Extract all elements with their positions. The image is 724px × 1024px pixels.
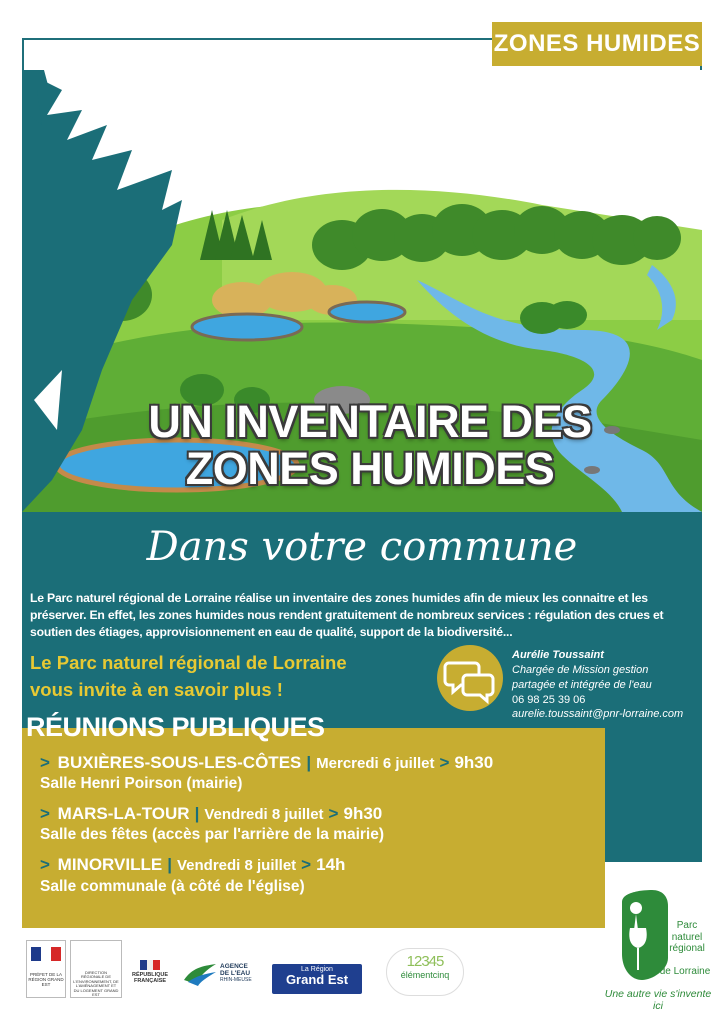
title-line-1: UN INVENTAIRE DES (148, 396, 592, 447)
meeting-item (22, 803, 605, 845)
chevron-right-icon: > (439, 753, 450, 772)
meeting-place: MARS-LA-TOUR (57, 804, 190, 824)
pnr-line-2: naturel (671, 931, 703, 943)
intro-paragraph: Le Parc naturel régional de Lorraine réalise un inventaire des zones humides afin de mieux les connaitre et les préserver. En effet, les zones humides nous rendent gratuitement de nombreux services : régulation des crues et soutien des étiages, approvisionnement en eau de qualité, support de la biodiversité... (30, 591, 664, 639)
water-drop-icon (182, 962, 218, 986)
dreal-logo (70, 940, 122, 998)
contact-email[interactable]: aurelie.toussaint@pnr-lorraine.com (512, 708, 684, 721)
page-title (120, 398, 620, 493)
elementcinq-logo (386, 948, 464, 996)
meeting-date: Mercredi 6 juillet (316, 755, 435, 772)
chevron-right-icon: > (301, 855, 312, 875)
region-1: La Région (301, 966, 333, 973)
script-subtitle: Dans votre commune (146, 524, 578, 570)
meeting-time: 9h30 (343, 804, 383, 824)
contact-name: Aurélie Toussaint (512, 649, 604, 661)
pnr-name (660, 920, 714, 955)
pnr-line-4: de Lorraine (659, 966, 711, 977)
agence-eau-3: RHIN-MEUSE (220, 976, 252, 983)
region-grand-est-logo (272, 964, 362, 994)
meeting-venue: Salle des fêtes (accès par l'arrière de la mairie) (40, 826, 385, 844)
chevron-right-icon: > (40, 855, 50, 875)
pnr-line-1: Parc (676, 920, 698, 931)
meeting-item (22, 854, 605, 896)
agence-eau-logo (182, 958, 262, 998)
invite-text (30, 650, 400, 704)
meeting-place: BUXIÈRES-SOUS-LES-CÔTES (57, 753, 302, 772)
title-line-2: ZONES HUMIDES (185, 443, 555, 495)
agence-eau-2: DE L'EAU (220, 969, 251, 977)
invite-line-2: vous invite à en savoir plus ! (30, 678, 283, 700)
meeting-venue: Salle communale (à côté de l'église) (40, 877, 305, 895)
contact-role-2: partagée et intégrée de l'eau (512, 678, 652, 691)
separator: | (167, 855, 172, 875)
zones-humides-tag: ZONES HUMIDES (492, 22, 702, 66)
pnr-line-3: régional (669, 943, 705, 954)
chevron-right-icon: > (40, 804, 50, 824)
separator: | (306, 753, 312, 772)
speech-bubbles-icon (437, 645, 503, 711)
region-2: Grand Est (285, 972, 349, 987)
republique-text: RÉPUBLIQUE FRANÇAISE (131, 972, 169, 985)
pnr-slogan: Une autre vie s'invente ici (604, 988, 712, 1012)
invite-line-1: Le Parc naturel régional de Lorraine (30, 652, 347, 673)
meeting-item (22, 752, 605, 794)
meeting-time: 14h (316, 855, 346, 875)
meeting-date: Vendredi 8 juillet (176, 857, 297, 875)
meeting-date: Vendredi 8 juillet (204, 806, 324, 824)
separator: | (194, 804, 200, 824)
elementcinq-text: élémentcinq (400, 970, 450, 980)
prefet-logo (26, 940, 66, 998)
meetings-list (22, 752, 605, 906)
chevron-right-icon: > (328, 804, 339, 824)
meeting-venue: Salle Henri Poirson (mairie) (40, 775, 243, 793)
contact-role-1: Chargée de Mission gestion (512, 663, 649, 676)
republique-logo (124, 960, 176, 1000)
prefet-text: PRÉFET DE LA RÉGION GRAND EST (28, 972, 64, 987)
dreal-text: DIRECTION RÉGIONALE DE L'ENVIRONNEMENT, DE L'AMÉNAGEMENT ET DU LOGEMENT GRAND EST (73, 970, 119, 997)
contact-block (512, 648, 712, 722)
meeting-time: 9h30 (454, 753, 494, 772)
agence-eau-1: AGENCE (220, 963, 248, 970)
contact-phone[interactable]: 06 98 25 39 06 (512, 693, 586, 706)
partner-logos (22, 940, 622, 1000)
chevron-right-icon: > (40, 753, 50, 772)
meetings-title: RÉUNIONS PUBLIQUES (26, 712, 325, 742)
elementcinq-number: 12345 (406, 953, 444, 970)
meeting-place: MINORVILLE (57, 855, 163, 875)
